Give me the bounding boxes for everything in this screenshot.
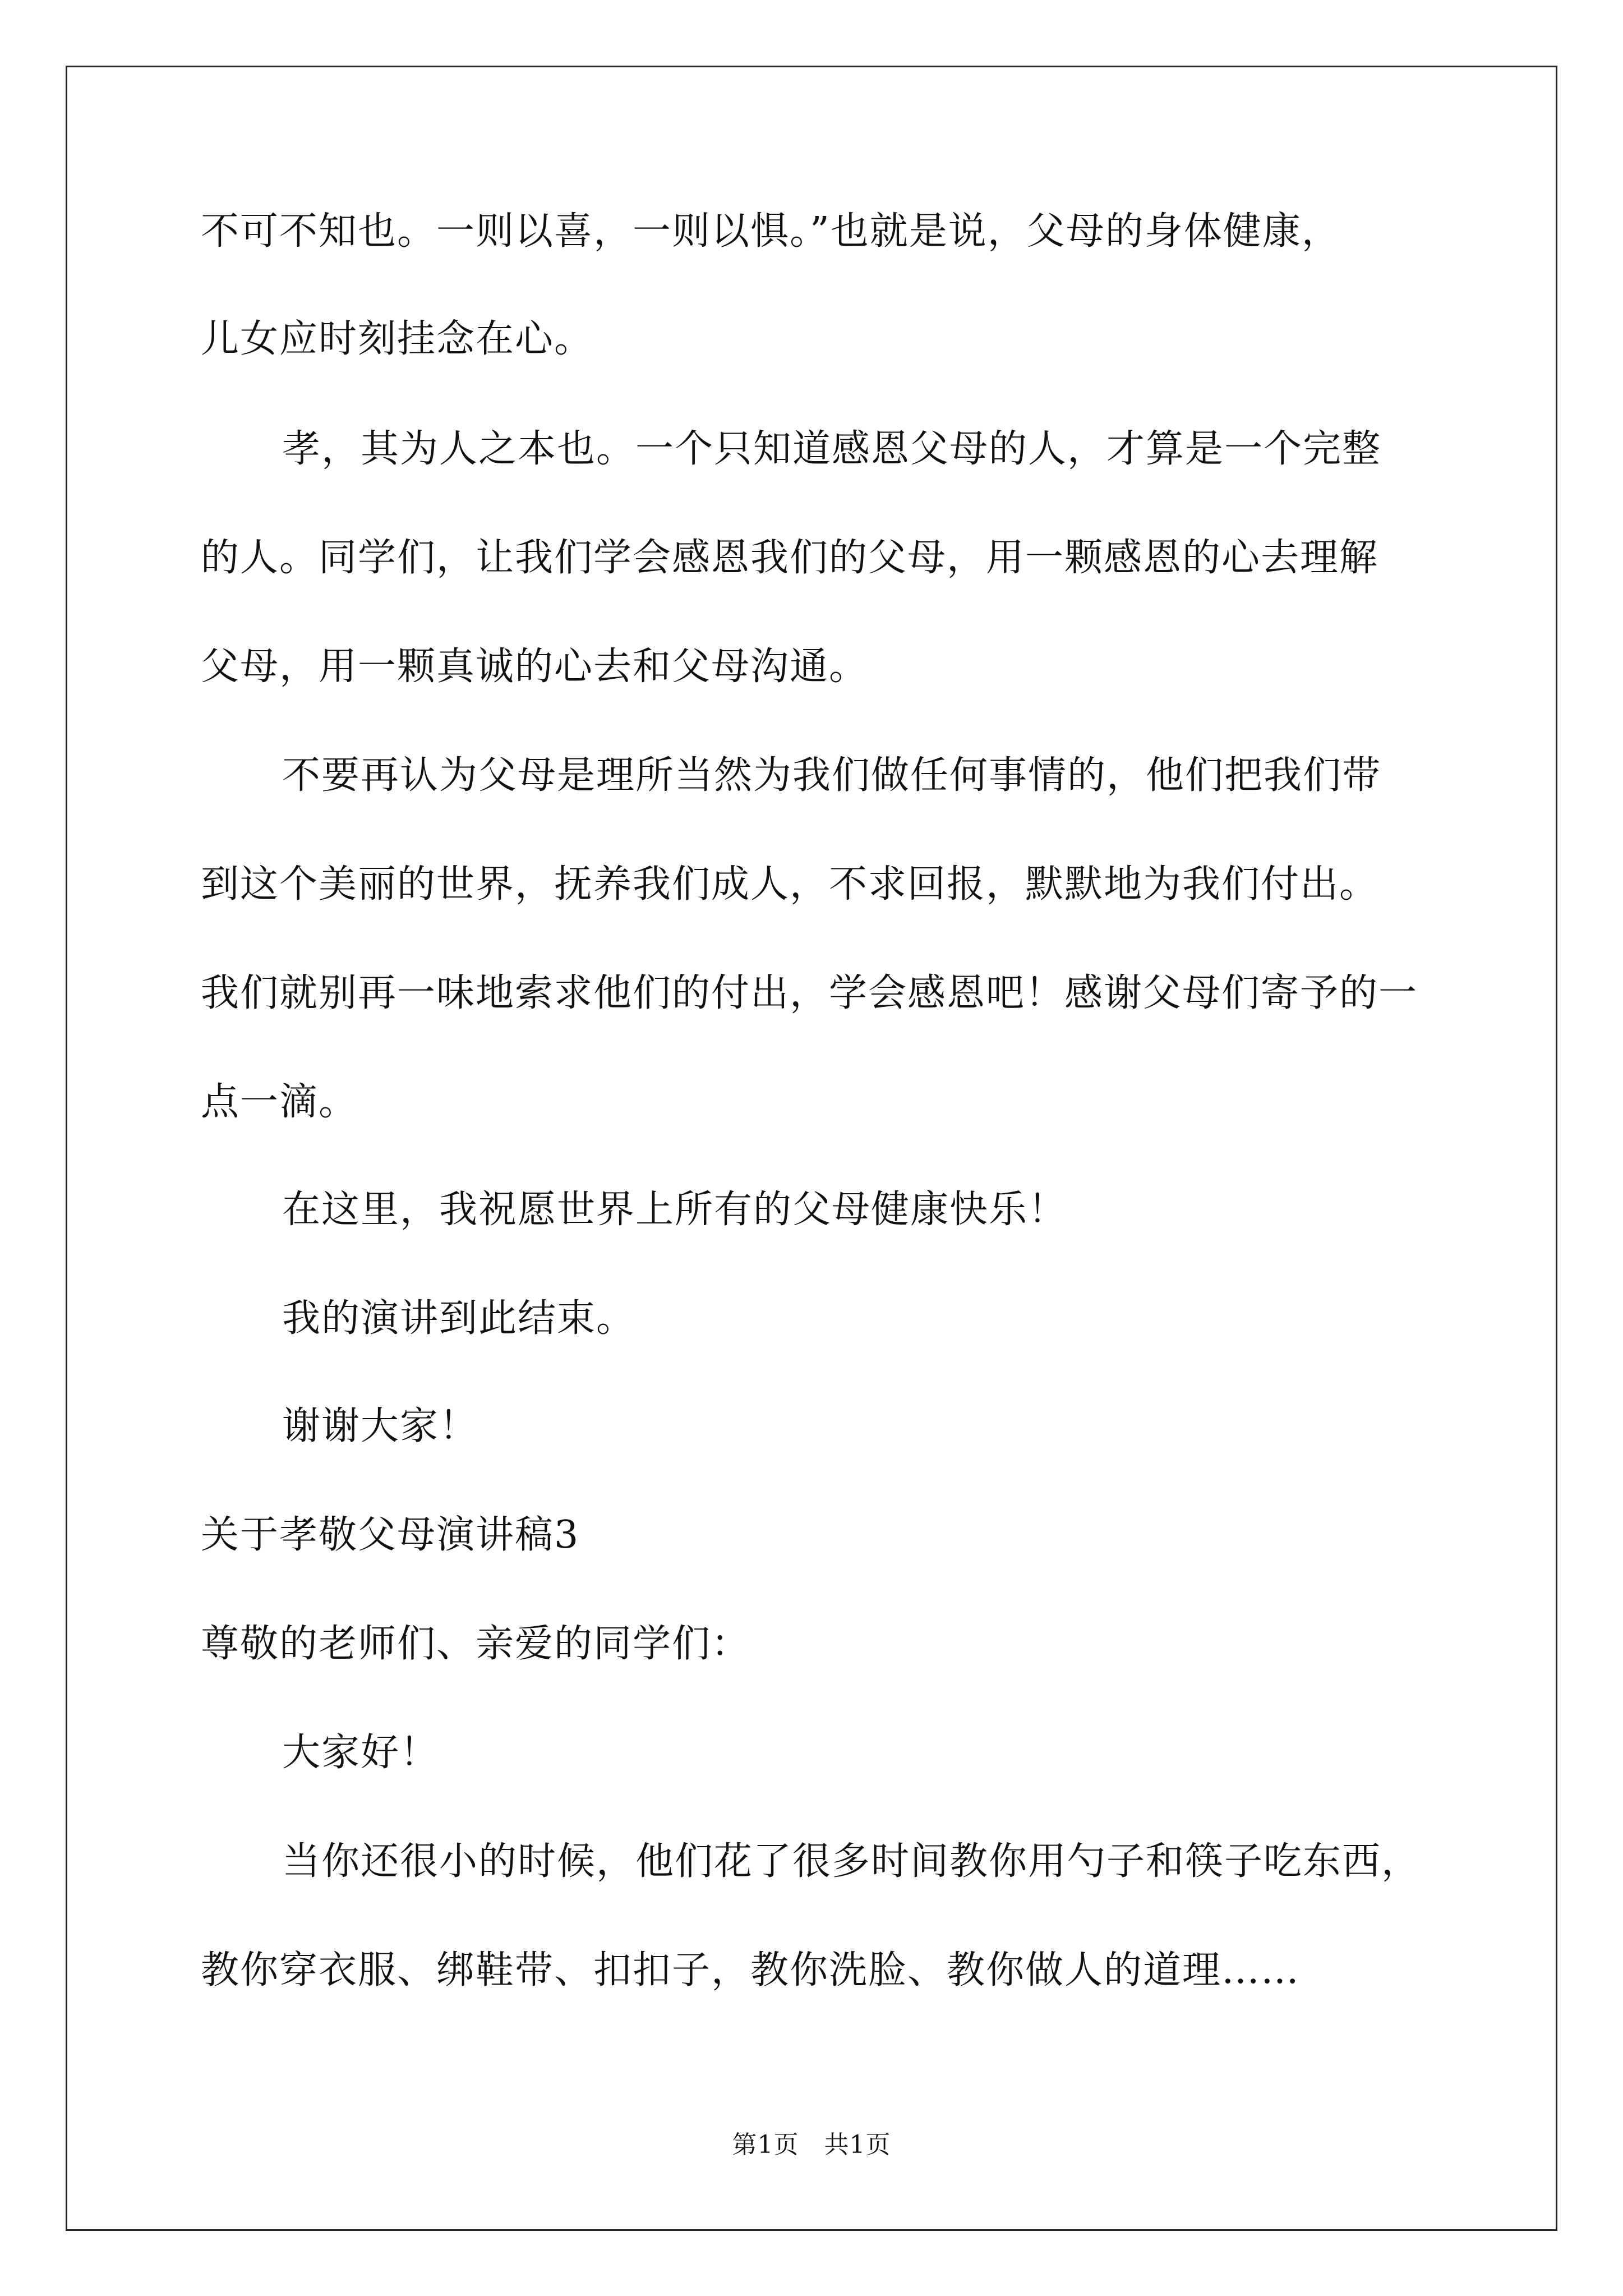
text-line: 的人。同学们，让我们学会感恩我们的父母，用一颗感恩的心去理解: [201, 536, 1379, 580]
page-frame: [66, 66, 1557, 2231]
text-line: 父母，用一颗真诚的心去和父母沟通。: [201, 645, 869, 689]
text-line: 到这个美丽的世界，抚养我们成人，不求回报，默默地为我们付出。: [201, 862, 1379, 907]
paragraph-line: 当你还很小的时候，他们花了很多时间教你用勺子和筷子吃东西，: [282, 1839, 1421, 1884]
salutation-line: 尊敬的老师们、亲爱的同学们：: [201, 1622, 751, 1666]
text-line: 我们就别再一味地索求他们的付出，学会感恩吧！感谢父母们寄予的一: [201, 971, 1418, 1015]
text-line: 教你穿衣服、绑鞋带、扣扣子，教你洗脸、教你做人的道理……: [201, 1948, 1301, 1993]
paragraph-line: 谢谢大家！: [282, 1404, 479, 1448]
section-title: 关于孝敬父母演讲稿3: [201, 1513, 580, 1557]
paragraph-line: 我的演讲到此结束。: [282, 1296, 636, 1341]
page-number-footer: 第1页 共1页: [732, 2131, 891, 2159]
text-line: 儿女应时刻挂念在心。: [201, 317, 594, 361]
text-line: 点一滴。: [201, 1080, 358, 1124]
paragraph-line: 孝，其为人之本也。一个只知道感恩父母的人，才算是一个完整: [282, 427, 1382, 471]
paragraph-line: 大家好！: [282, 1731, 440, 1775]
text-line: 不可不知也。一则以喜，一则以惧。”也就是说，父母的身体健康，: [201, 209, 1341, 254]
paragraph-line: 不要再认为父母是理所当然为我们做任何事情的，他们把我们带: [282, 753, 1382, 798]
paragraph-line: 在这里，我祝愿世界上所有的父母健康快乐！: [282, 1188, 1068, 1232]
